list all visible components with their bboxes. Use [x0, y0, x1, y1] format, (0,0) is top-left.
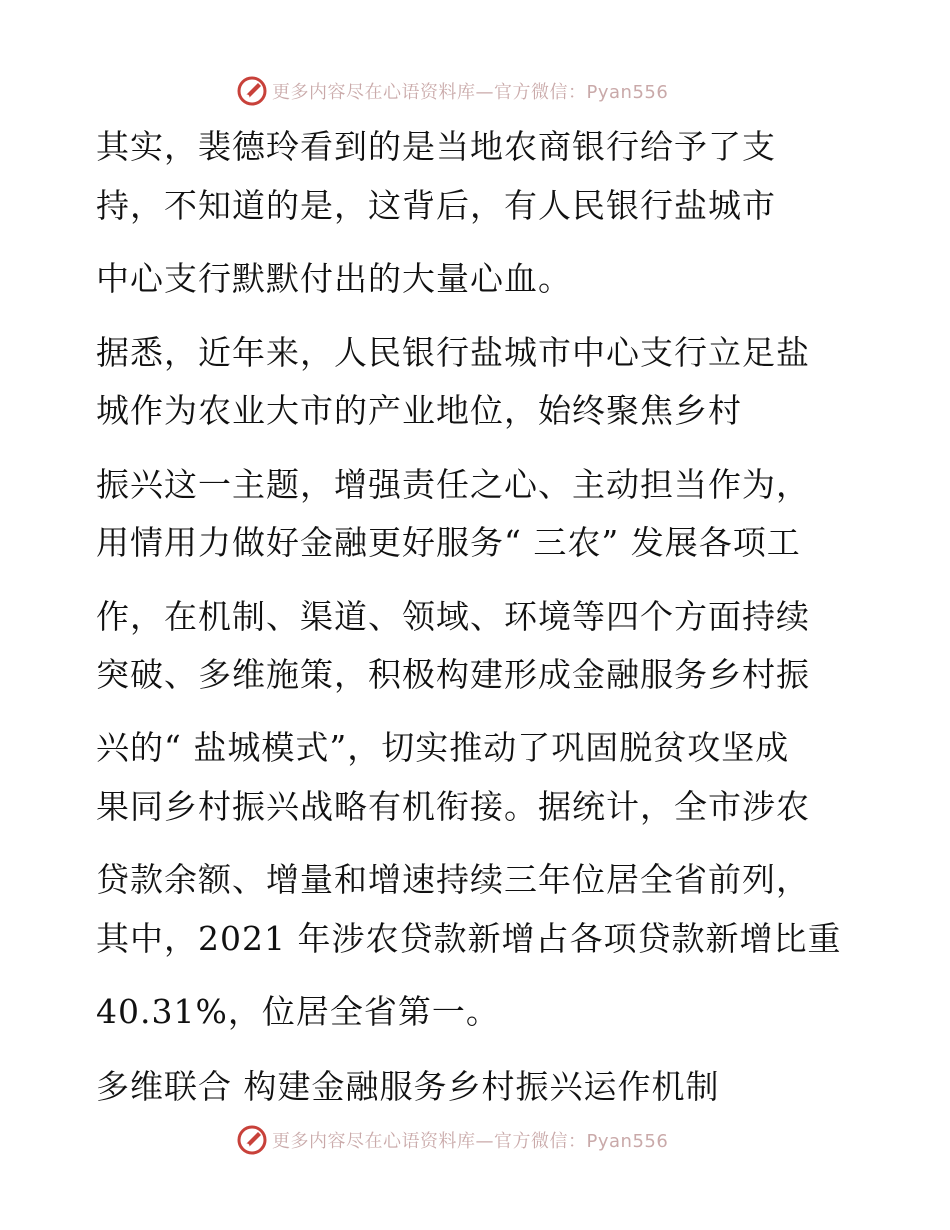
watermark-logo-icon [236, 1124, 268, 1156]
text-line: 突破、多维施策，积极构建形成金融服务乡村振 [96, 655, 810, 694]
text-line: 城作为农业大市的产业地位，始终聚焦乡村 [96, 391, 742, 430]
text-line: 40.31%，位居全省第一。 [96, 992, 500, 1031]
text-line: 据悉，近年来，人民银行盐城市中心支行立足盐 [96, 333, 810, 372]
section-heading: 多维联合 构建金融服务乡村振兴运作机制 [96, 1067, 720, 1106]
watermark-logo-icon [236, 75, 268, 107]
text-line: 振兴这一主题，增强责任之心、主动担当作为， [96, 465, 810, 504]
watermark-footer [236, 1122, 668, 1158]
watermark-text: 更多内容尽在心语资料库—官方微信：Pyan556 [272, 1131, 669, 1152]
text-line: 果同乡村振兴战略有机衔接。据统计，全市涉农 [96, 787, 810, 826]
text-line: 其实，裴德玲看到的是当地农商银行给予了支 [96, 127, 776, 166]
watermark-text: 更多内容尽在心语资料库—官方微信：Pyan556 [272, 82, 669, 103]
watermark-header [236, 73, 668, 109]
text-line: 用情用力做好金融更好服务“ 三农” 发展各项工 [96, 523, 801, 562]
text-line: 其中，2021 年涉农贷款新增占各项贷款新增比重 [96, 919, 842, 958]
text-line: 中心支行默默付出的大量心血。 [96, 259, 572, 298]
text-line: 持，不知道的是，这背后，有人民银行盐城市 [96, 186, 776, 225]
text-line: 作，在机制、渠道、领域、环境等四个方面持续 [96, 597, 810, 636]
text-line: 贷款余额、增量和增速持续三年位居全省前列， [96, 860, 810, 899]
text-line: 兴的“ 盐城模式”，切实推动了巩固脱贫攻坚成 [96, 728, 790, 767]
